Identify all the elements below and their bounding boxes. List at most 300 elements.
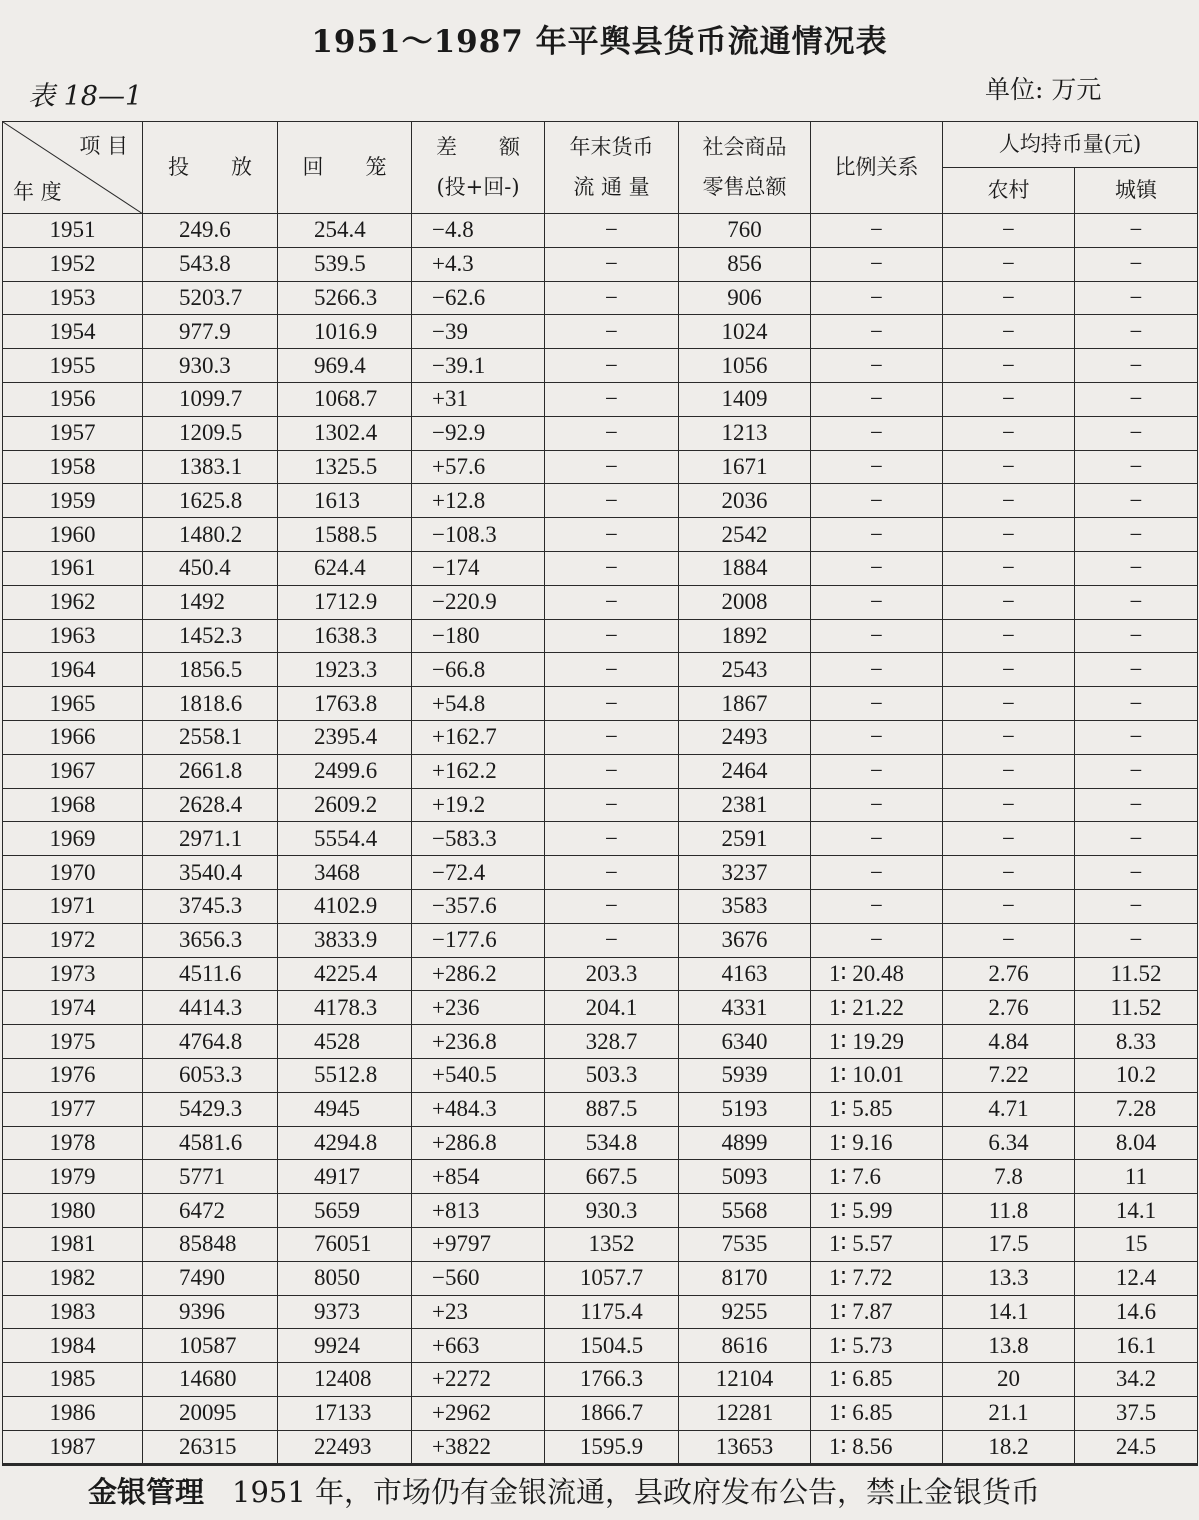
cell-retail: 9255 xyxy=(679,1295,811,1329)
cell-invest: 1383.1 xyxy=(143,450,278,484)
cell-invest: 5429.3 xyxy=(143,1092,278,1126)
cell-rural: 4.71 xyxy=(943,1092,1075,1126)
table-row xyxy=(3,653,1198,687)
cell-urban: − xyxy=(1075,450,1198,484)
cell-retail: 1409 xyxy=(679,382,811,416)
cell-retail: 3583 xyxy=(679,889,811,923)
cell-ratio: 1∶ 6.85 xyxy=(811,1363,943,1397)
cell-diff: +31 xyxy=(412,382,545,416)
cell-year: 1976 xyxy=(3,1058,143,1092)
header-diff-line1: 差 额 xyxy=(436,134,520,159)
cell-rural: − xyxy=(943,518,1075,552)
header-corner xyxy=(3,122,143,214)
cell-circulation: 328.7 xyxy=(545,1025,679,1059)
header-diff xyxy=(412,122,545,214)
cell-diff: +162.7 xyxy=(412,720,545,754)
cell-invest: 2628.4 xyxy=(143,788,278,822)
cell-diff: +236 xyxy=(412,991,545,1025)
cell-retail: 2464 xyxy=(679,754,811,788)
cell-invest: 930.3 xyxy=(143,349,278,383)
table-row xyxy=(3,214,1198,248)
cell-retail: 2493 xyxy=(679,720,811,754)
cell-retail: 7535 xyxy=(679,1227,811,1261)
cell-circulation: 1766.3 xyxy=(545,1363,679,1397)
header-ratio: 比例关系 xyxy=(811,122,943,214)
cell-retail: 1892 xyxy=(679,619,811,653)
cell-urban: 8.04 xyxy=(1075,1126,1198,1160)
cell-circulation: − xyxy=(545,822,679,856)
cell-diff: +54.8 xyxy=(412,687,545,721)
table-row xyxy=(3,1092,1198,1126)
table-row xyxy=(3,450,1198,484)
cell-diff: +854 xyxy=(412,1160,545,1194)
cell-retail: 5193 xyxy=(679,1092,811,1126)
cell-invest: 26315 xyxy=(143,1430,278,1465)
cell-rural: 13.8 xyxy=(943,1329,1075,1363)
cell-retail: 1867 xyxy=(679,687,811,721)
cell-circulation: 1175.4 xyxy=(545,1295,679,1329)
cell-ratio: − xyxy=(811,754,943,788)
cell-retail: 2591 xyxy=(679,822,811,856)
cell-rural: − xyxy=(943,754,1075,788)
cell-urban: 34.2 xyxy=(1075,1363,1198,1397)
cell-retail: 13653 xyxy=(679,1430,811,1465)
cell-rural: 11.8 xyxy=(943,1194,1075,1228)
cell-retail: 6340 xyxy=(679,1025,811,1059)
footer-paragraph xyxy=(88,1470,1040,1511)
table-row xyxy=(3,822,1198,856)
cell-year: 1962 xyxy=(3,585,143,619)
table-body xyxy=(3,214,1198,1465)
cell-rural: − xyxy=(943,619,1075,653)
cell-rural: − xyxy=(943,653,1075,687)
cell-invest: 3540.4 xyxy=(143,856,278,890)
table-row xyxy=(3,1261,1198,1295)
cell-urban: − xyxy=(1075,687,1198,721)
cell-diff: +286.8 xyxy=(412,1126,545,1160)
table-row xyxy=(3,1295,1198,1329)
cell-circulation: 930.3 xyxy=(545,1194,679,1228)
cell-invest: 1480.2 xyxy=(143,518,278,552)
table-row xyxy=(3,687,1198,721)
cell-invest: 4581.6 xyxy=(143,1126,278,1160)
cell-ratio: 1∶ 19.29 xyxy=(811,1025,943,1059)
cell-circulation: − xyxy=(545,653,679,687)
cell-ratio: − xyxy=(811,214,943,248)
cell-rural: − xyxy=(943,551,1075,585)
cell-recover: 254.4 xyxy=(278,214,412,248)
cell-urban: 11 xyxy=(1075,1160,1198,1194)
cell-retail: 4899 xyxy=(679,1126,811,1160)
cell-urban: − xyxy=(1075,889,1198,923)
cell-urban: − xyxy=(1075,585,1198,619)
cell-year: 1969 xyxy=(3,822,143,856)
cell-invest: 1625.8 xyxy=(143,484,278,518)
table-row xyxy=(3,1194,1198,1228)
cell-year: 1959 xyxy=(3,484,143,518)
cell-urban: 11.52 xyxy=(1075,957,1198,991)
header-urban: 城镇 xyxy=(1075,168,1198,214)
table-row xyxy=(3,1058,1198,1092)
cell-ratio: − xyxy=(811,720,943,754)
cell-recover: 969.4 xyxy=(278,349,412,383)
header-item: 项 目 xyxy=(79,134,128,158)
cell-invest: 2661.8 xyxy=(143,754,278,788)
cell-year: 1968 xyxy=(3,788,143,822)
cell-rural: − xyxy=(943,247,1075,281)
cell-retail: 3237 xyxy=(679,856,811,890)
cell-rural: − xyxy=(943,281,1075,315)
cell-invest: 1856.5 xyxy=(143,653,278,687)
cell-circulation: 1057.7 xyxy=(545,1261,679,1295)
table-row xyxy=(3,416,1198,450)
cell-circulation: − xyxy=(545,754,679,788)
table-row xyxy=(3,484,1198,518)
cell-ratio: 1∶ 21.22 xyxy=(811,991,943,1025)
cell-circulation: − xyxy=(545,619,679,653)
cell-diff: −177.6 xyxy=(412,923,545,957)
cell-ratio: − xyxy=(811,450,943,484)
cell-invest: 3745.3 xyxy=(143,889,278,923)
cell-rural: − xyxy=(943,822,1075,856)
header-per-capita: 人均持币量(元) xyxy=(943,122,1198,168)
cell-circulation: − xyxy=(545,923,679,957)
cell-urban: − xyxy=(1075,619,1198,653)
table-row xyxy=(3,957,1198,991)
cell-year: 1987 xyxy=(3,1430,143,1465)
cell-year: 1966 xyxy=(3,720,143,754)
cell-circulation: 534.8 xyxy=(545,1126,679,1160)
cell-recover: 2609.2 xyxy=(278,788,412,822)
cell-rural: − xyxy=(943,382,1075,416)
table-row xyxy=(3,247,1198,281)
table-row xyxy=(3,991,1198,1025)
cell-ratio: − xyxy=(811,822,943,856)
cell-urban: − xyxy=(1075,315,1198,349)
cell-urban: 11.52 xyxy=(1075,991,1198,1025)
cell-rural: 14.1 xyxy=(943,1295,1075,1329)
cell-recover: 1588.5 xyxy=(278,518,412,552)
cell-year: 1980 xyxy=(3,1194,143,1228)
table-row xyxy=(3,1160,1198,1194)
table-row xyxy=(3,754,1198,788)
cell-year: 1953 xyxy=(3,281,143,315)
cell-urban: 15 xyxy=(1075,1227,1198,1261)
cell-ratio: − xyxy=(811,687,943,721)
table-row xyxy=(3,1025,1198,1059)
header-invest: 投 放 xyxy=(143,122,278,214)
cell-diff: +3822 xyxy=(412,1430,545,1465)
cell-year: 1955 xyxy=(3,349,143,383)
table-row xyxy=(3,349,1198,383)
cell-diff: −180 xyxy=(412,619,545,653)
header-circulation-line1: 年末货币 xyxy=(569,134,654,159)
cell-recover: 624.4 xyxy=(278,551,412,585)
cell-retail: 1213 xyxy=(679,416,811,450)
cell-invest: 4511.6 xyxy=(143,957,278,991)
header-retail xyxy=(679,122,811,214)
cell-retail: 12104 xyxy=(679,1363,811,1397)
cell-retail: 8170 xyxy=(679,1261,811,1295)
cell-retail: 3676 xyxy=(679,923,811,957)
cell-year: 1965 xyxy=(3,687,143,721)
cell-urban: − xyxy=(1075,754,1198,788)
cell-diff: +57.6 xyxy=(412,450,545,484)
cell-invest: 2971.1 xyxy=(143,822,278,856)
cell-ratio: − xyxy=(811,653,943,687)
table-row xyxy=(3,1126,1198,1160)
cell-circulation: 667.5 xyxy=(545,1160,679,1194)
cell-ratio: 1∶ 5.57 xyxy=(811,1227,943,1261)
cell-ratio: − xyxy=(811,856,943,890)
cell-diff: +2962 xyxy=(412,1396,545,1430)
cell-ratio: 1∶ 7.87 xyxy=(811,1295,943,1329)
cell-circulation: − xyxy=(545,214,679,248)
cell-rural: − xyxy=(943,923,1075,957)
cell-ratio: − xyxy=(811,551,943,585)
cell-year: 1970 xyxy=(3,856,143,890)
header-recover: 回 笼 xyxy=(278,122,412,214)
cell-invest: 5771 xyxy=(143,1160,278,1194)
cell-rural: − xyxy=(943,720,1075,754)
cell-urban: 37.5 xyxy=(1075,1396,1198,1430)
cell-ratio: − xyxy=(811,416,943,450)
cell-retail: 5939 xyxy=(679,1058,811,1092)
cell-diff: +4.3 xyxy=(412,247,545,281)
table-row xyxy=(3,788,1198,822)
cell-rural: − xyxy=(943,788,1075,822)
table-row xyxy=(3,856,1198,890)
cell-ratio: 1∶ 8.56 xyxy=(811,1430,943,1465)
cell-retail: 2008 xyxy=(679,585,811,619)
cell-ratio: − xyxy=(811,923,943,957)
cell-circulation: 204.1 xyxy=(545,991,679,1025)
cell-invest: 977.9 xyxy=(143,315,278,349)
cell-rural: 2.76 xyxy=(943,991,1075,1025)
cell-diff: +162.2 xyxy=(412,754,545,788)
table-row xyxy=(3,1329,1198,1363)
cell-year: 1986 xyxy=(3,1396,143,1430)
cell-circulation: − xyxy=(545,551,679,585)
cell-diff: −357.6 xyxy=(412,889,545,923)
cell-diff: −72.4 xyxy=(412,856,545,890)
cell-recover: 1325.5 xyxy=(278,450,412,484)
cell-recover: 4294.8 xyxy=(278,1126,412,1160)
cell-year: 1984 xyxy=(3,1329,143,1363)
cell-diff: −174 xyxy=(412,551,545,585)
cell-year: 1974 xyxy=(3,991,143,1025)
cell-ratio: 1∶ 5.73 xyxy=(811,1329,943,1363)
table-number: 表 18—1 xyxy=(28,81,143,112)
cell-ratio: − xyxy=(811,889,943,923)
cell-urban: − xyxy=(1075,720,1198,754)
header-retail-line1: 社会商品 xyxy=(702,134,787,159)
cell-ratio: 1∶ 20.48 xyxy=(811,957,943,991)
cell-recover: 1638.3 xyxy=(278,619,412,653)
cell-urban: − xyxy=(1075,551,1198,585)
cell-circulation: − xyxy=(545,450,679,484)
cell-recover: 3833.9 xyxy=(278,923,412,957)
cell-urban: 16.1 xyxy=(1075,1329,1198,1363)
cell-recover: 1923.3 xyxy=(278,653,412,687)
cell-urban: − xyxy=(1075,281,1198,315)
cell-urban: 14.1 xyxy=(1075,1194,1198,1228)
cell-invest: 1492 xyxy=(143,585,278,619)
cell-year: 1961 xyxy=(3,551,143,585)
cell-ratio: − xyxy=(811,315,943,349)
cell-year: 1981 xyxy=(3,1227,143,1261)
cell-recover: 1068.7 xyxy=(278,382,412,416)
cell-year: 1951 xyxy=(3,214,143,248)
cell-ratio: − xyxy=(811,484,943,518)
cell-circulation: − xyxy=(545,856,679,890)
cell-rural: − xyxy=(943,214,1075,248)
cell-retail: 5568 xyxy=(679,1194,811,1228)
cell-rural: 20 xyxy=(943,1363,1075,1397)
cell-circulation: 1352 xyxy=(545,1227,679,1261)
cell-circulation: 887.5 xyxy=(545,1092,679,1126)
cell-urban: − xyxy=(1075,518,1198,552)
cell-recover: 4528 xyxy=(278,1025,412,1059)
cell-year: 1957 xyxy=(3,416,143,450)
cell-retail: 8616 xyxy=(679,1329,811,1363)
cell-urban: − xyxy=(1075,484,1198,518)
table-row xyxy=(3,720,1198,754)
cell-rural: − xyxy=(943,450,1075,484)
header-year: 年 度 xyxy=(13,180,62,204)
cell-recover: 3468 xyxy=(278,856,412,890)
cell-invest: 6053.3 xyxy=(143,1058,278,1092)
cell-recover: 76051 xyxy=(278,1227,412,1261)
cell-urban: − xyxy=(1075,416,1198,450)
cell-rural: − xyxy=(943,315,1075,349)
cell-circulation: − xyxy=(545,788,679,822)
cell-rural: 18.2 xyxy=(943,1430,1075,1465)
cell-ratio: − xyxy=(811,382,943,416)
cell-retail: 1671 xyxy=(679,450,811,484)
cell-year: 1975 xyxy=(3,1025,143,1059)
table-row xyxy=(3,585,1198,619)
table-row xyxy=(3,551,1198,585)
cell-year: 1960 xyxy=(3,518,143,552)
cell-rural: 2.76 xyxy=(943,957,1075,991)
cell-recover: 5512.8 xyxy=(278,1058,412,1092)
cell-ratio: 1∶ 5.85 xyxy=(811,1092,943,1126)
header-circulation-line2: 流 通 量 xyxy=(573,174,650,199)
cell-invest: 4414.3 xyxy=(143,991,278,1025)
currency-circulation-table xyxy=(2,121,1198,1466)
cell-circulation: − xyxy=(545,889,679,923)
cell-circulation: 1595.9 xyxy=(545,1430,679,1465)
cell-invest: 2558.1 xyxy=(143,720,278,754)
cell-year: 1972 xyxy=(3,923,143,957)
cell-ratio: − xyxy=(811,518,943,552)
cell-urban: − xyxy=(1075,247,1198,281)
cell-retail: 4163 xyxy=(679,957,811,991)
cell-diff: +19.2 xyxy=(412,788,545,822)
cell-year: 1963 xyxy=(3,619,143,653)
cell-ratio: − xyxy=(811,247,943,281)
cell-circulation: − xyxy=(545,247,679,281)
cell-diff: −560 xyxy=(412,1261,545,1295)
cell-year: 1967 xyxy=(3,754,143,788)
cell-rural: 7.8 xyxy=(943,1160,1075,1194)
cell-recover: 1763.8 xyxy=(278,687,412,721)
cell-circulation: 1504.5 xyxy=(545,1329,679,1363)
cell-ratio: − xyxy=(811,349,943,383)
cell-retail: 1024 xyxy=(679,315,811,349)
cell-diff: −583.3 xyxy=(412,822,545,856)
cell-ratio: 1∶ 5.99 xyxy=(811,1194,943,1228)
cell-recover: 2499.6 xyxy=(278,754,412,788)
cell-recover: 9373 xyxy=(278,1295,412,1329)
cell-diff: +12.8 xyxy=(412,484,545,518)
cell-invest: 20095 xyxy=(143,1396,278,1430)
cell-year: 1971 xyxy=(3,889,143,923)
cell-circulation: − xyxy=(545,585,679,619)
cell-diff: −66.8 xyxy=(412,653,545,687)
cell-invest: 1452.3 xyxy=(143,619,278,653)
cell-invest: 1209.5 xyxy=(143,416,278,450)
cell-recover: 5554.4 xyxy=(278,822,412,856)
cell-circulation: 203.3 xyxy=(545,957,679,991)
cell-urban: 8.33 xyxy=(1075,1025,1198,1059)
cell-invest: 4764.8 xyxy=(143,1025,278,1059)
cell-urban: − xyxy=(1075,214,1198,248)
cell-recover: 1712.9 xyxy=(278,585,412,619)
cell-urban: 7.28 xyxy=(1075,1092,1198,1126)
header-diff-line2: (投+回-) xyxy=(436,174,520,199)
table-row xyxy=(3,1227,1198,1261)
table-row xyxy=(3,315,1198,349)
cell-ratio: − xyxy=(811,619,943,653)
cell-diff: −4.8 xyxy=(412,214,545,248)
table-row xyxy=(3,382,1198,416)
cell-circulation: − xyxy=(545,687,679,721)
cell-urban: − xyxy=(1075,923,1198,957)
cell-ratio: − xyxy=(811,788,943,822)
header-circulation xyxy=(545,122,679,214)
cell-diff: +484.3 xyxy=(412,1092,545,1126)
cell-diff: +9797 xyxy=(412,1227,545,1261)
footer-text: 1951 年，市场仍有金银流通，县政府发布公告，禁止金银货币 xyxy=(232,1475,1041,1509)
cell-urban: 14.6 xyxy=(1075,1295,1198,1329)
cell-circulation: 1866.7 xyxy=(545,1396,679,1430)
cell-year: 1979 xyxy=(3,1160,143,1194)
cell-urban: 10.2 xyxy=(1075,1058,1198,1092)
cell-circulation: 503.3 xyxy=(545,1058,679,1092)
cell-recover: 1016.9 xyxy=(278,315,412,349)
cell-rural: − xyxy=(943,349,1075,383)
cell-urban: − xyxy=(1075,349,1198,383)
cell-retail: 2543 xyxy=(679,653,811,687)
cell-urban: 24.5 xyxy=(1075,1430,1198,1465)
cell-circulation: − xyxy=(545,720,679,754)
cell-rural: 7.22 xyxy=(943,1058,1075,1092)
cell-recover: 8050 xyxy=(278,1261,412,1295)
table-row xyxy=(3,1430,1198,1465)
cell-diff: −220.9 xyxy=(412,585,545,619)
unit-label: 单位: 万元 xyxy=(985,75,1102,104)
cell-invest: 5203.7 xyxy=(143,281,278,315)
cell-rural: 21.1 xyxy=(943,1396,1075,1430)
cell-year: 1985 xyxy=(3,1363,143,1397)
cell-recover: 2395.4 xyxy=(278,720,412,754)
cell-ratio: 1∶ 6.85 xyxy=(811,1396,943,1430)
cell-recover: 9924 xyxy=(278,1329,412,1363)
cell-recover: 22493 xyxy=(278,1430,412,1465)
cell-recover: 4178.3 xyxy=(278,991,412,1025)
